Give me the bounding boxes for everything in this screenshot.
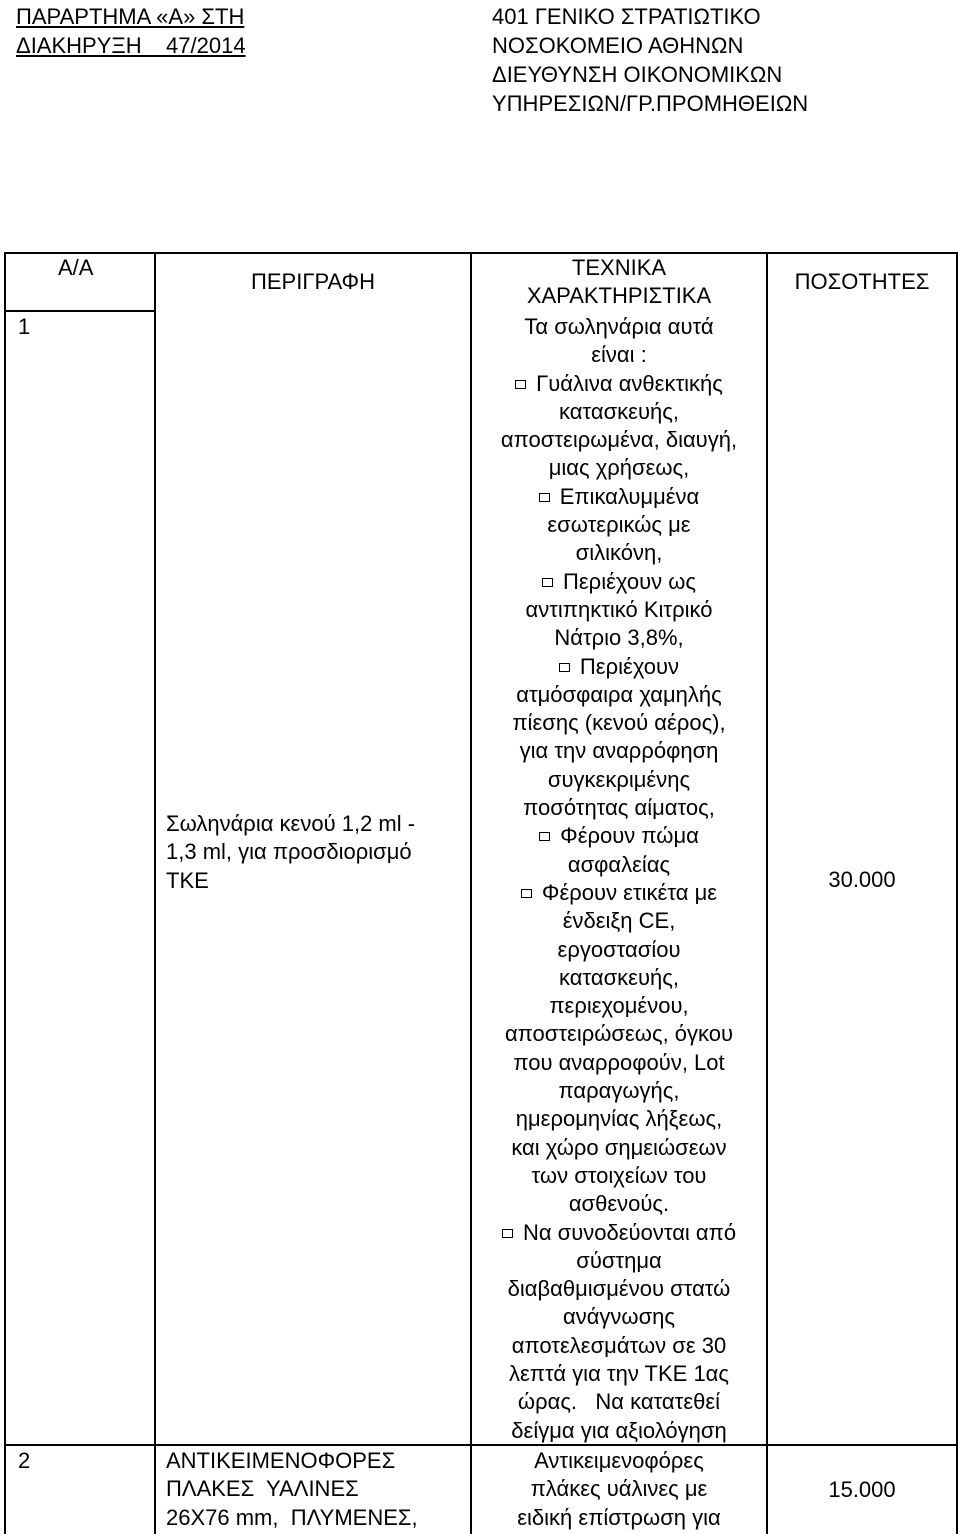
annex-line-2: ΔΙΑΚΗΡΥΞΗ 47/2014 bbox=[16, 33, 246, 58]
spec-line-text: Να συνοδεύονται από bbox=[522, 1219, 737, 1245]
spec-line-text: που αναρροφούν, Lot bbox=[513, 1049, 725, 1075]
square-bullet-icon bbox=[502, 1229, 513, 1238]
spec-line bbox=[472, 1105, 766, 1133]
spec-line-text: ημερομηνίας λήξεως, bbox=[515, 1106, 723, 1132]
spec-line bbox=[472, 794, 766, 822]
spec-line-text: Περιέχουν bbox=[579, 653, 680, 679]
spec-line-text: συγκεκριμένης bbox=[547, 766, 691, 792]
square-bullet-icon bbox=[539, 832, 550, 841]
spec-line-text: Επικαλυμμένα bbox=[559, 483, 700, 509]
spec-line-text: αποτελεσμάτων σε 30 bbox=[511, 1332, 727, 1358]
spec-line-text: είναι : bbox=[591, 342, 647, 368]
hospital-line-1: 401 ΓΕΝΙΚΟ ΣΤΡΑΤΙΩΤΙΚΟ bbox=[492, 4, 761, 29]
spec-line-text: Αντικειμενοφόρες bbox=[534, 1448, 704, 1473]
spec-line-text: ποσότητας αίματος, bbox=[523, 795, 715, 821]
spec-line-text: ένδειξη CE, bbox=[562, 908, 676, 934]
column-header-aa: Α/Α bbox=[58, 255, 94, 280]
spec-line bbox=[472, 596, 766, 624]
column-divider-1 bbox=[154, 252, 156, 1534]
spec-line bbox=[472, 1247, 766, 1275]
annex-line-1: ΠΑΡΑΡΤΗΜΑ «Α» ΣΤΗ bbox=[16, 4, 245, 29]
spec-line-text: αποστειρωμένα, διαυγή, bbox=[500, 427, 738, 453]
column-header-description: ΠΕΡΙΓΡΑΦΗ bbox=[251, 269, 375, 294]
spec-line bbox=[472, 1275, 766, 1303]
row-1-description bbox=[166, 810, 415, 895]
spec-line bbox=[472, 1077, 766, 1105]
spec-line-text: περιεχομένου, bbox=[549, 993, 689, 1019]
spec-line-text: κατασκευής, bbox=[559, 964, 679, 990]
row-1-description-line: Σωληνάρια κενού 1,2 ml - bbox=[166, 811, 416, 836]
table-border-left bbox=[4, 252, 6, 1534]
spec-line bbox=[472, 879, 766, 907]
spec-line-text: ανάγνωσης bbox=[562, 1304, 676, 1330]
row-2-description bbox=[166, 1447, 418, 1532]
spec-line bbox=[472, 681, 766, 709]
row-1-aa: 1 bbox=[18, 314, 31, 339]
spec-line-text: Γυάλινα ανθεκτικής bbox=[536, 370, 723, 396]
column-header-quantity: ΠΟΣΟΤΗΤΕΣ bbox=[794, 269, 930, 294]
spec-line-text: σύστημα bbox=[576, 1247, 662, 1273]
spec-line bbox=[472, 1190, 766, 1218]
spec-line bbox=[472, 964, 766, 992]
hospital-heading bbox=[492, 2, 808, 118]
spec-line bbox=[472, 426, 766, 454]
spec-line-text: ειδική επίστρωση για bbox=[517, 1504, 721, 1530]
spec-line bbox=[472, 1332, 766, 1360]
spec-line bbox=[472, 1219, 766, 1247]
spec-line-text: Νάτριο 3,8%, bbox=[554, 625, 684, 651]
spec-line-text: παραγωγής, bbox=[558, 1078, 680, 1104]
spec-line bbox=[472, 398, 766, 426]
spec-line-text: εργοστασίου bbox=[557, 936, 681, 962]
hospital-line-3: ΔΙΕΥΘΥΝΣΗ ΟΙΚΟΝΟΜΙΚΩΝ bbox=[492, 62, 783, 87]
spec-line-text: ατμόσφαιρα χαμηλής bbox=[516, 681, 722, 707]
spec-line-text: των στοιχείων του bbox=[531, 1162, 707, 1188]
row-divider-header-aa bbox=[4, 310, 154, 312]
spec-line-text: Φέρουν ετικέτα με bbox=[541, 879, 718, 905]
spec-line bbox=[472, 936, 766, 964]
spec-line-text: διαβαθμισμένου στατώ bbox=[507, 1276, 731, 1302]
spec-line bbox=[472, 1388, 766, 1416]
spec-line bbox=[472, 454, 766, 482]
hospital-line-4: ΥΠΗΡΕΣΙΩΝ/ΓΡ.ΠΡΟΜΗΘΕΙΩΝ bbox=[492, 91, 809, 116]
spec-line bbox=[472, 1475, 766, 1503]
spec-line bbox=[472, 709, 766, 737]
specs-header-line-2: ΧΑΡΑΚΤΗΡΙΣΤΙΚΑ bbox=[526, 283, 712, 309]
spec-line bbox=[472, 624, 766, 652]
spec-line bbox=[472, 1504, 766, 1532]
row-2-specs bbox=[472, 1447, 766, 1532]
square-bullet-icon bbox=[521, 889, 532, 898]
spec-line bbox=[472, 568, 766, 596]
square-bullet-icon bbox=[515, 380, 526, 389]
spec-line-text: και χώρο σημειώσεων bbox=[511, 1134, 727, 1160]
spec-line bbox=[472, 851, 766, 879]
spec-line bbox=[472, 341, 766, 369]
spec-line-text: μιας χρήσεως, bbox=[548, 455, 690, 481]
spec-line-text: ώρας. Να κατατεθεί bbox=[517, 1389, 721, 1415]
square-bullet-icon bbox=[542, 578, 553, 587]
spec-line-text: Τα σωληνάρια αυτά bbox=[524, 314, 714, 339]
row-2-aa: 2 bbox=[18, 1448, 31, 1473]
spec-line bbox=[472, 1360, 766, 1388]
spec-line-text: Περιέχουν ως bbox=[562, 568, 697, 594]
spec-line-text: πίεσης (κενού αέρος), bbox=[512, 710, 726, 736]
row-1-quantity: 30.000 bbox=[828, 867, 896, 892]
spec-line-text: ασθενούς. bbox=[568, 1191, 670, 1217]
spec-line bbox=[472, 1447, 766, 1475]
spec-line-text: αντιπηκτικό Κιτρικό bbox=[525, 596, 713, 622]
spec-line-text: για την αναρρόφηση bbox=[519, 738, 719, 764]
column-header-specs bbox=[472, 254, 766, 311]
spec-line bbox=[472, 907, 766, 935]
specs-header-line-1: ΤΕΧΝΙΚΑ bbox=[571, 255, 667, 280]
spec-line bbox=[472, 1134, 766, 1162]
spec-line-text: πλάκες υάλινες με bbox=[530, 1476, 708, 1502]
spec-line bbox=[472, 313, 766, 341]
row-2-quantity: 15.000 bbox=[828, 1477, 896, 1502]
spec-line bbox=[472, 1049, 766, 1077]
row-2-description-line: 26X76 mm, ΠΛΥΜΕΝΕΣ, bbox=[166, 1504, 418, 1530]
spec-line-text: δείγμα για αξιολόγηση bbox=[511, 1417, 727, 1443]
document-annex-heading bbox=[16, 2, 246, 60]
spec-line bbox=[472, 822, 766, 850]
spec-line bbox=[472, 511, 766, 539]
square-bullet-icon bbox=[539, 493, 550, 502]
spec-line bbox=[472, 1020, 766, 1048]
table-border-right bbox=[956, 252, 958, 1534]
spec-line bbox=[472, 653, 766, 681]
row-2-description-line: ΠΛΑΚΕΣ ΥΑΛΙΝΕΣ bbox=[166, 1476, 359, 1502]
hospital-line-2: ΝΟΣΟΚΟΜΕΙΟ ΑΘΗΝΩΝ bbox=[492, 33, 744, 58]
row-1-description-line: 1,3 ml, για προσδιορισμό bbox=[166, 839, 412, 865]
spec-line-text: αποστειρώσεως, όγκου bbox=[504, 1021, 734, 1047]
row-1-description-line: ΤΚΕ bbox=[166, 867, 209, 893]
spec-line-text: Φέρουν πώμα bbox=[560, 823, 699, 849]
spec-line bbox=[472, 370, 766, 398]
spec-line bbox=[472, 737, 766, 765]
row-2-description-line: ΑΝΤΙΚΕΙΜΕΝΟΦΟΡΕΣ bbox=[166, 1448, 396, 1473]
spec-line bbox=[472, 1162, 766, 1190]
spec-line-text: εσωτερικώς με bbox=[547, 512, 691, 538]
spec-line-text: κατασκευής, bbox=[559, 398, 679, 424]
spec-line bbox=[472, 1303, 766, 1331]
spec-line bbox=[472, 539, 766, 567]
spec-line-text: ασφαλείας bbox=[567, 851, 671, 877]
spec-line-text: λεπτά για την ΤΚΕ 1ας bbox=[508, 1360, 729, 1386]
spec-line bbox=[472, 992, 766, 1020]
row-1-specs bbox=[472, 313, 766, 1445]
spec-line-text: σιλικόνη, bbox=[575, 540, 663, 566]
square-bullet-icon bbox=[559, 663, 570, 672]
spec-line bbox=[472, 483, 766, 511]
spec-line bbox=[472, 766, 766, 794]
spec-line bbox=[472, 1417, 766, 1445]
